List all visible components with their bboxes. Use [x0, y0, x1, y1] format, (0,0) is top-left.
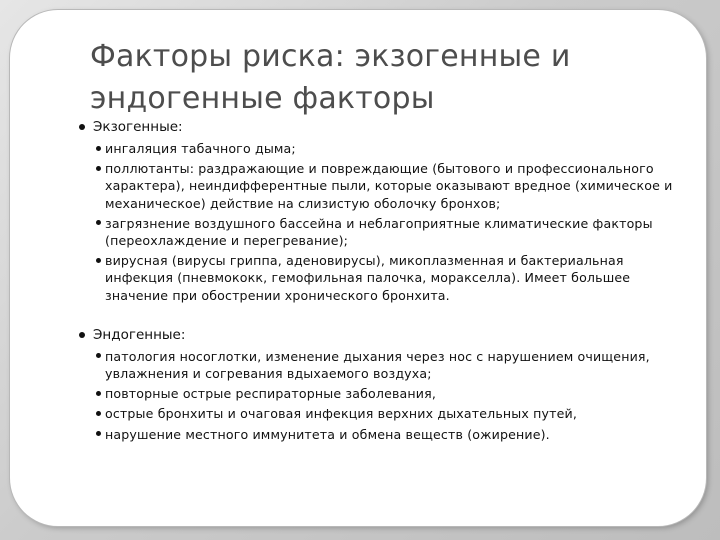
bullet-icon: [79, 124, 85, 130]
list-item: [96, 405, 679, 422]
list-item-text: вирусная (вирусы гриппа, аденовирусы), микоплазменная и бактериальная инфекция (пневмококк, гемофильная палочка, моракселла). Имеет большее значение при обострении хронического бронхита.: [105, 253, 631, 303]
list-item-text: повторные острые респираторные заболевания,: [105, 386, 437, 402]
bullet-icon: [96, 391, 101, 396]
bullet-icon: [96, 411, 101, 416]
list-item-text: патология носоглотки, изменение дыхания через нос с нарушением очищения, увлажнения и согревания вдыхаемого воздуха;: [105, 348, 650, 382]
bullet-icon: [96, 258, 101, 263]
slide-title: Факторы риска: экзогенные и эндогенные факторы: [90, 39, 571, 116]
section-heading-text: Эндогенные:: [93, 326, 186, 343]
list-item: [96, 385, 679, 402]
section-heading-text: Экзогенные:: [93, 119, 183, 135]
bullet-icon: [96, 166, 101, 171]
list-item: [96, 160, 679, 212]
bullet-icon: [79, 332, 85, 338]
bullet-icon: [96, 431, 101, 436]
list-item: [96, 426, 679, 443]
section-heading: [79, 326, 679, 344]
list-item: [96, 348, 679, 382]
section-exogenous: [79, 118, 679, 304]
list-item-text: загрязнение воздушного бассейна и неблагоприятные климатические факторы (переохлаждение и перегревание);: [105, 215, 653, 249]
list-item-text: ингаляция табачного дыма;: [105, 141, 296, 156]
section-endogenous: [79, 326, 679, 443]
list-item: [96, 140, 679, 157]
bullet-list: [79, 140, 679, 304]
bullet-list: [79, 348, 679, 443]
section-heading: [79, 118, 679, 136]
list-item-text: поллютанты: раздражающие и повреждающие (бытового и профессионального характера), неиндифферентные пыли, которые оказывают вредное (химическое и механическое) действие на слизистую оболочку бронхов;: [105, 161, 673, 211]
bullet-icon: [96, 220, 101, 225]
list-item-text: острые бронхиты и очаговая инфекция верхних дыхательных путей,: [105, 406, 578, 422]
list-item: [96, 215, 679, 249]
list-item: [96, 252, 679, 304]
bullet-icon: [96, 146, 101, 151]
list-item-text: нарушение местного иммунитета и обмена веществ (ожирение).: [105, 426, 550, 442]
slide-content: [79, 118, 679, 446]
bullet-icon: [96, 353, 101, 358]
